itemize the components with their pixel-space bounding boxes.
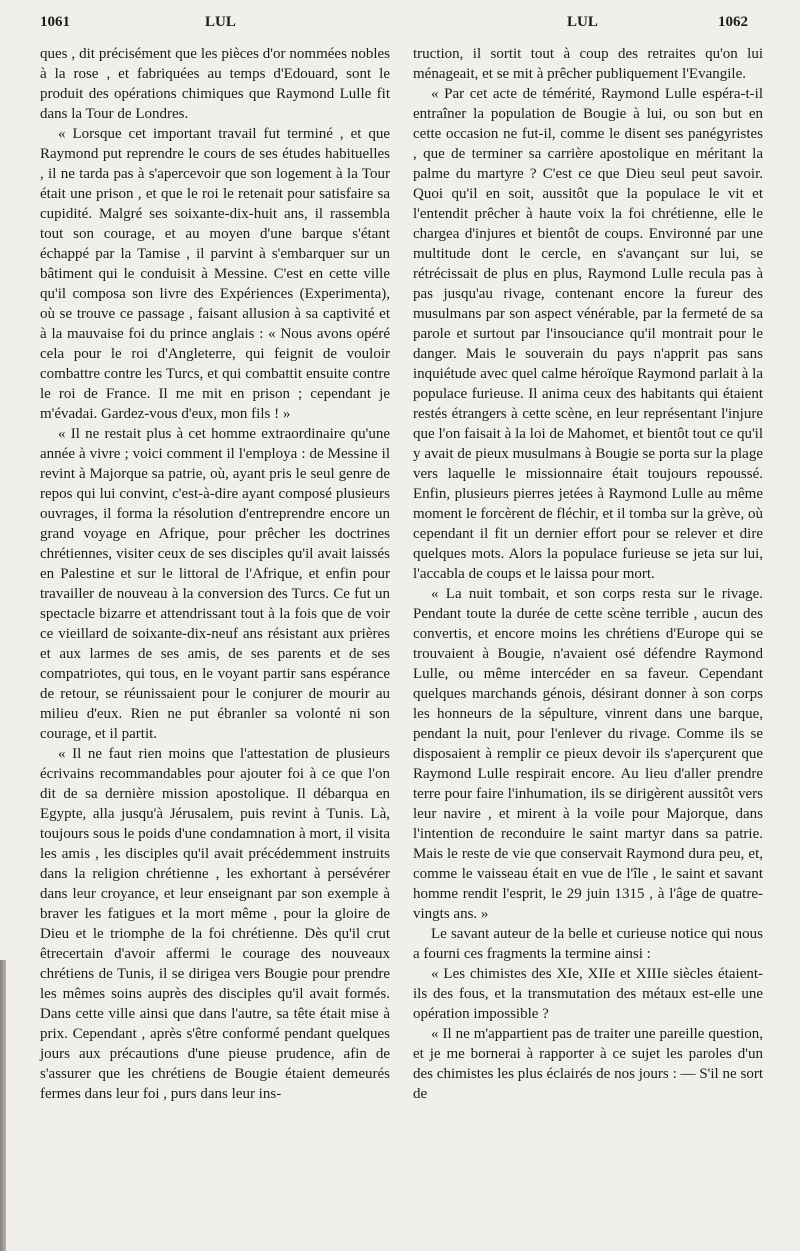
right-column: [413, 44, 763, 1104]
paragraph: ques , dit précisément que les pièces d'or nommées nobles à la rose , et fabriquées au temps d'Edouard, sont le produit des opérations chimiques que Raymond Lulle fit dans la Tour de Londres.: [40, 46, 390, 122]
paragraph: « Il ne m'appartient pas de traiter une pareille question, et je me bornerai à rapporter à ce sujet les paroles d'un des chimistes les plus éclairés de nos jours : — S'il ne sort de: [413, 1026, 763, 1102]
paragraph: « Lorsque cet important travail fut terminé , et que Raymond put reprendre le cours de ses études habituelles , il ne tarda pas à s'apercevoir que son logement à la Tour était une prison , et que le roi le retenait pour satisfaire sa cupidité. Malgré ses soixante-dix-huit ans, il rassembla tout son courage, et au moyen d'une barque s'étant échappé par la Tamise , il parvint à s'embarquer sur un bâtiment qui le conduisit à Messine. C'est en cette ville qu'il composa son livre des Expériences (Experimenta), où se trouve ce passage , faisant allusion à sa captivité et à la mauvaise foi du prince anglais : « Nous avons opéré cela pour le roi d'Angleterre, qui feignit de vouloir combattre contre les Turcs, et qui combattit ensuite contre le roi de France. Il me mit en prison ; cependant je m'évadai. Gardez-vous d'eux, mon fils ! »: [40, 126, 390, 422]
binding-shadow: [0, 960, 6, 1251]
paragraph: « Il ne faut rien moins que l'attestation de plusieurs écrivains recommandables pour ajouter foi à ce que l'on dit de sa dernière mission apostolique. Il débarqua en Egypte, alla jusqu'à Jérusalem, puis revint à Tunis. Là, toujours sous le poids d'une condamnation à mort, il visita les amis , les disciples qu'il avait précédemment instruits dans la religion chrétienne , les exhortant à persévérer dans leur croyance, et leur enseignant par son exemple à braver les fatigues et la mort même , pour la gloire de Dieu et le triomphe de la foi chrétienne. Dès qu'il crut êtrecertain d'avoir affermi le courage des nouveaux chrétiens de Tunis, il se dirigea vers Bougie pour prendre les mêmes soins auprès des disciples qu'il avait formés. Dans cette ville ainsi que dans l'autre, sa tête était mise à prix. Cependant , après s'être conformé pendant quelques jours aux précautions d'une pieuse prudence, afin de s'assurer que les chrétiens de Bougie étaient demeurés fermes dans leur foi , purs dans leur ins-: [40, 746, 390, 1102]
left-running-head: LUL: [205, 14, 236, 30]
left-page-number: 1061: [40, 14, 70, 30]
paragraph: « Les chimistes des XIe, XIIe et XIIIe siècles étaient-ils des fous, et la transmutation des métaux est-elle une opération impossible ?: [413, 966, 763, 1022]
right-page-number: 1062: [718, 14, 748, 30]
paragraph: « Il ne restait plus à cet homme extraordinaire qu'une année à vivre ; voici comment il l'employa : de Messine il revint à Majorque sa patrie, où, ayant pris le seul genre de repos qui lui convint, c'est-à-dire ayant composé plusieurs ouvrages, il forma la résolution d'entreprendre encore un grand voyage en Afrique, pour prêcher les doctrines chrétiennes, visiter ceux de ses disciples qu'il avait laissés en Palestine et sur le littoral de l'Afrique, et enfin pour travailler de nouveau à la conversion des Turcs. Ce fut un spectacle bizarre et attendrissant tout à la fois que de voir ce vieillard de soixante-dix-neuf ans résistant aux prières et aux larmes de ses amis, de ses parents et de ses compatriotes, qui tous, en le voyant partir sans espérance de retour, se réunissaient pour le conjurer de mourir au milieu d'eux. Rien ne put ébranler sa volonté ni son courage, et il partit.: [40, 426, 390, 742]
right-running-head: LUL: [567, 14, 598, 30]
left-column: [40, 44, 390, 1104]
paragraph: Le savant auteur de la belle et curieuse notice qui nous a fourni ces fragments la termine ainsi :: [413, 926, 763, 962]
paragraph: « Par cet acte de témérité, Raymond Lulle espéra-t-il entraîner la population de Bougie à lui, ou son but en cette occasion ne fut-il, comme le disent ses panégyristes , que de terminer sa carrière apostolique en méritant la palme du martyre ? C'est ce que Dieu seul peut savoir. Quoi qu'il en soit, aussitôt que la populace le vit et l'entendit prêcher à haute voix la foi chrétienne, elle le chargea d'injures et bientôt de coups. Environné par une multitude dont le cercle, en s'avançant sur lui, se rétrécissait de plus en plus, Raymond Lulle recula pas à pas jusqu'au rivage, contenant encore la fureur des musulmans par son aspect vénérable, par la fermeté de sa parole et surtout par l'insouciance qu'il montrait pour le danger. Mais le souverain du pays n'apprit pas sans inquiétude avec quel calme héroïque Raymond parlait à la populace furieuse. Il anima ceux des habitants qui étaient restés étrangers à cette scène, en leur représentant l'injure que l'on faisait à la loi de Mahomet, et bientôt tout ce qu'il y avait de pieux musulmans à Bougie se porta sur la plage vers laquelle le missionnaire était toujours repoussé. Enfin, plusieurs pierres jetées à Raymond Lulle au même moment le forcèrent de fléchir, et il tomba sur la grève, où cependant il fit un dernier effort pour se relever et dire quelques mots. Alors la populace furieuse se jeta sur lui, l'accabla de coups et le laissa pour mort.: [413, 86, 763, 582]
paragraph: « La nuit tombait, et son corps resta sur le rivage. Pendant toute la durée de cette scène terrible , aucun des convertis, et encore moins les chrétiens d'Europe qui se trouvaient à Bougie, n'avaient osé défendre Raymond Lulle, ou même intercéder en sa faveur. Cependant quelques marchands génois, désirant donner à son corps les honneurs de la sépulture, vinrent dans une barque, pendant la nuit, pour l'enlever du rivage. Comme ils se disposaient à remplir ce pieux devoir ils s'aperçurent que Raymond Lulle respirait encore. Au lieu d'aller prendre terre pour faire l'inhumation, ils se dirigèrent aussitôt vers leur navire , et mirent à la voile pour Majorque, dans l'intention de reconduire le saint martyr dans sa patrie. Mais le reste de vie que conservait Raymond dura peu, et, comme le vaisseau était en vue de l'île , le saint et savant homme rendit l'esprit, le 29 juin 1315 , à l'âge de quatre-vingts ans. »: [413, 586, 763, 922]
paragraph: truction, il sortit tout à coup des retraites qu'on lui ménageait, et se mit à prêcher publiquement l'Evangile.: [413, 46, 763, 82]
running-header: [0, 14, 800, 36]
